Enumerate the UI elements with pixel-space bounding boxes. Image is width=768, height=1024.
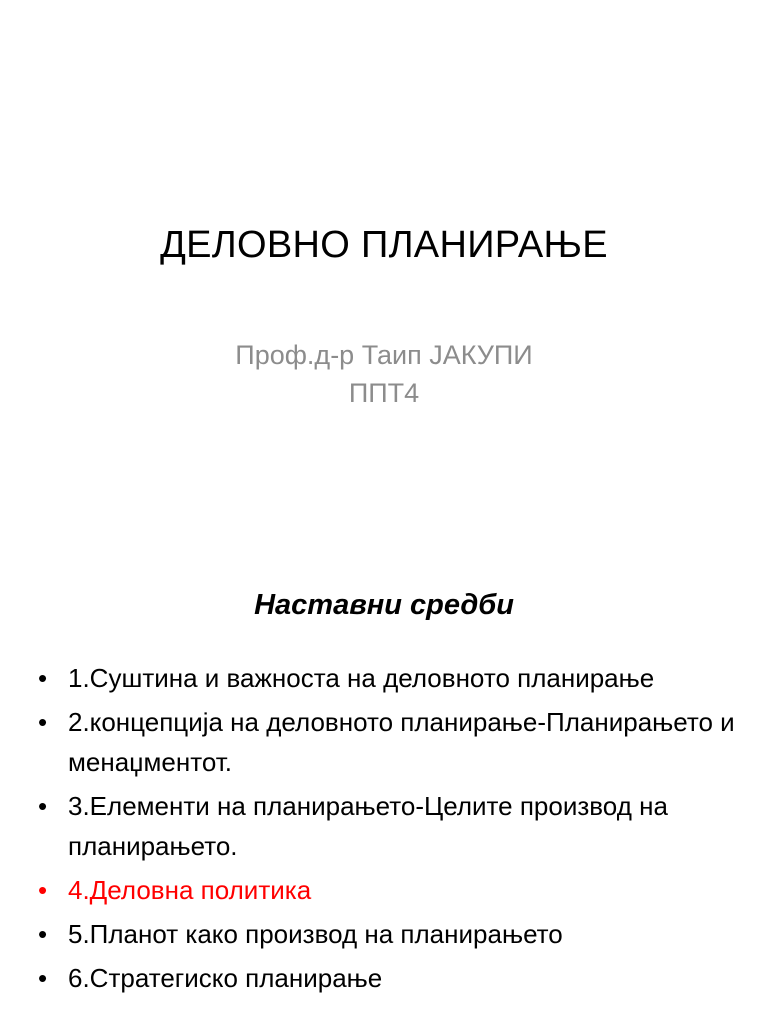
bullet-icon: • xyxy=(38,663,48,693)
bullet-icon: • xyxy=(38,963,48,993)
list-item-text: 1.Суштина и важноста на деловното планирање xyxy=(68,663,655,693)
list-item-text: 5.Планот како производ на планирањето xyxy=(68,919,563,949)
topics-list xyxy=(38,658,738,1002)
list-item xyxy=(38,658,738,698)
list-item-text: 2.концепција на деловното планирање-Планирањето и менаџментот. xyxy=(68,707,735,777)
list-item-text: 3.Елементи на планирањето-Целите производ на планирањето. xyxy=(68,791,668,861)
list-item xyxy=(38,786,738,866)
presentation-title: ДЕЛОВНО ПЛАНИРАЊЕ xyxy=(160,224,608,266)
list-item-text: 4.Деловна политика xyxy=(68,875,312,905)
bullet-icon: • xyxy=(38,919,48,949)
presentation-code: ППТ4 xyxy=(348,378,420,408)
author-line: Проф.д-р Таип ЈАКУПИ xyxy=(235,340,533,370)
list-item xyxy=(38,914,738,954)
presentation-subtitle xyxy=(0,336,768,412)
list-item-text: 6.Стратегиско планирање xyxy=(68,963,383,993)
list-item-highlighted xyxy=(38,870,738,910)
bullet-icon: • xyxy=(38,707,48,737)
section-heading: Наставни средби xyxy=(254,589,514,621)
list-item xyxy=(38,702,738,782)
bullet-icon: • xyxy=(38,875,48,905)
list-item xyxy=(38,958,738,998)
bullet-icon: • xyxy=(38,791,48,821)
content-slide xyxy=(0,560,768,1024)
